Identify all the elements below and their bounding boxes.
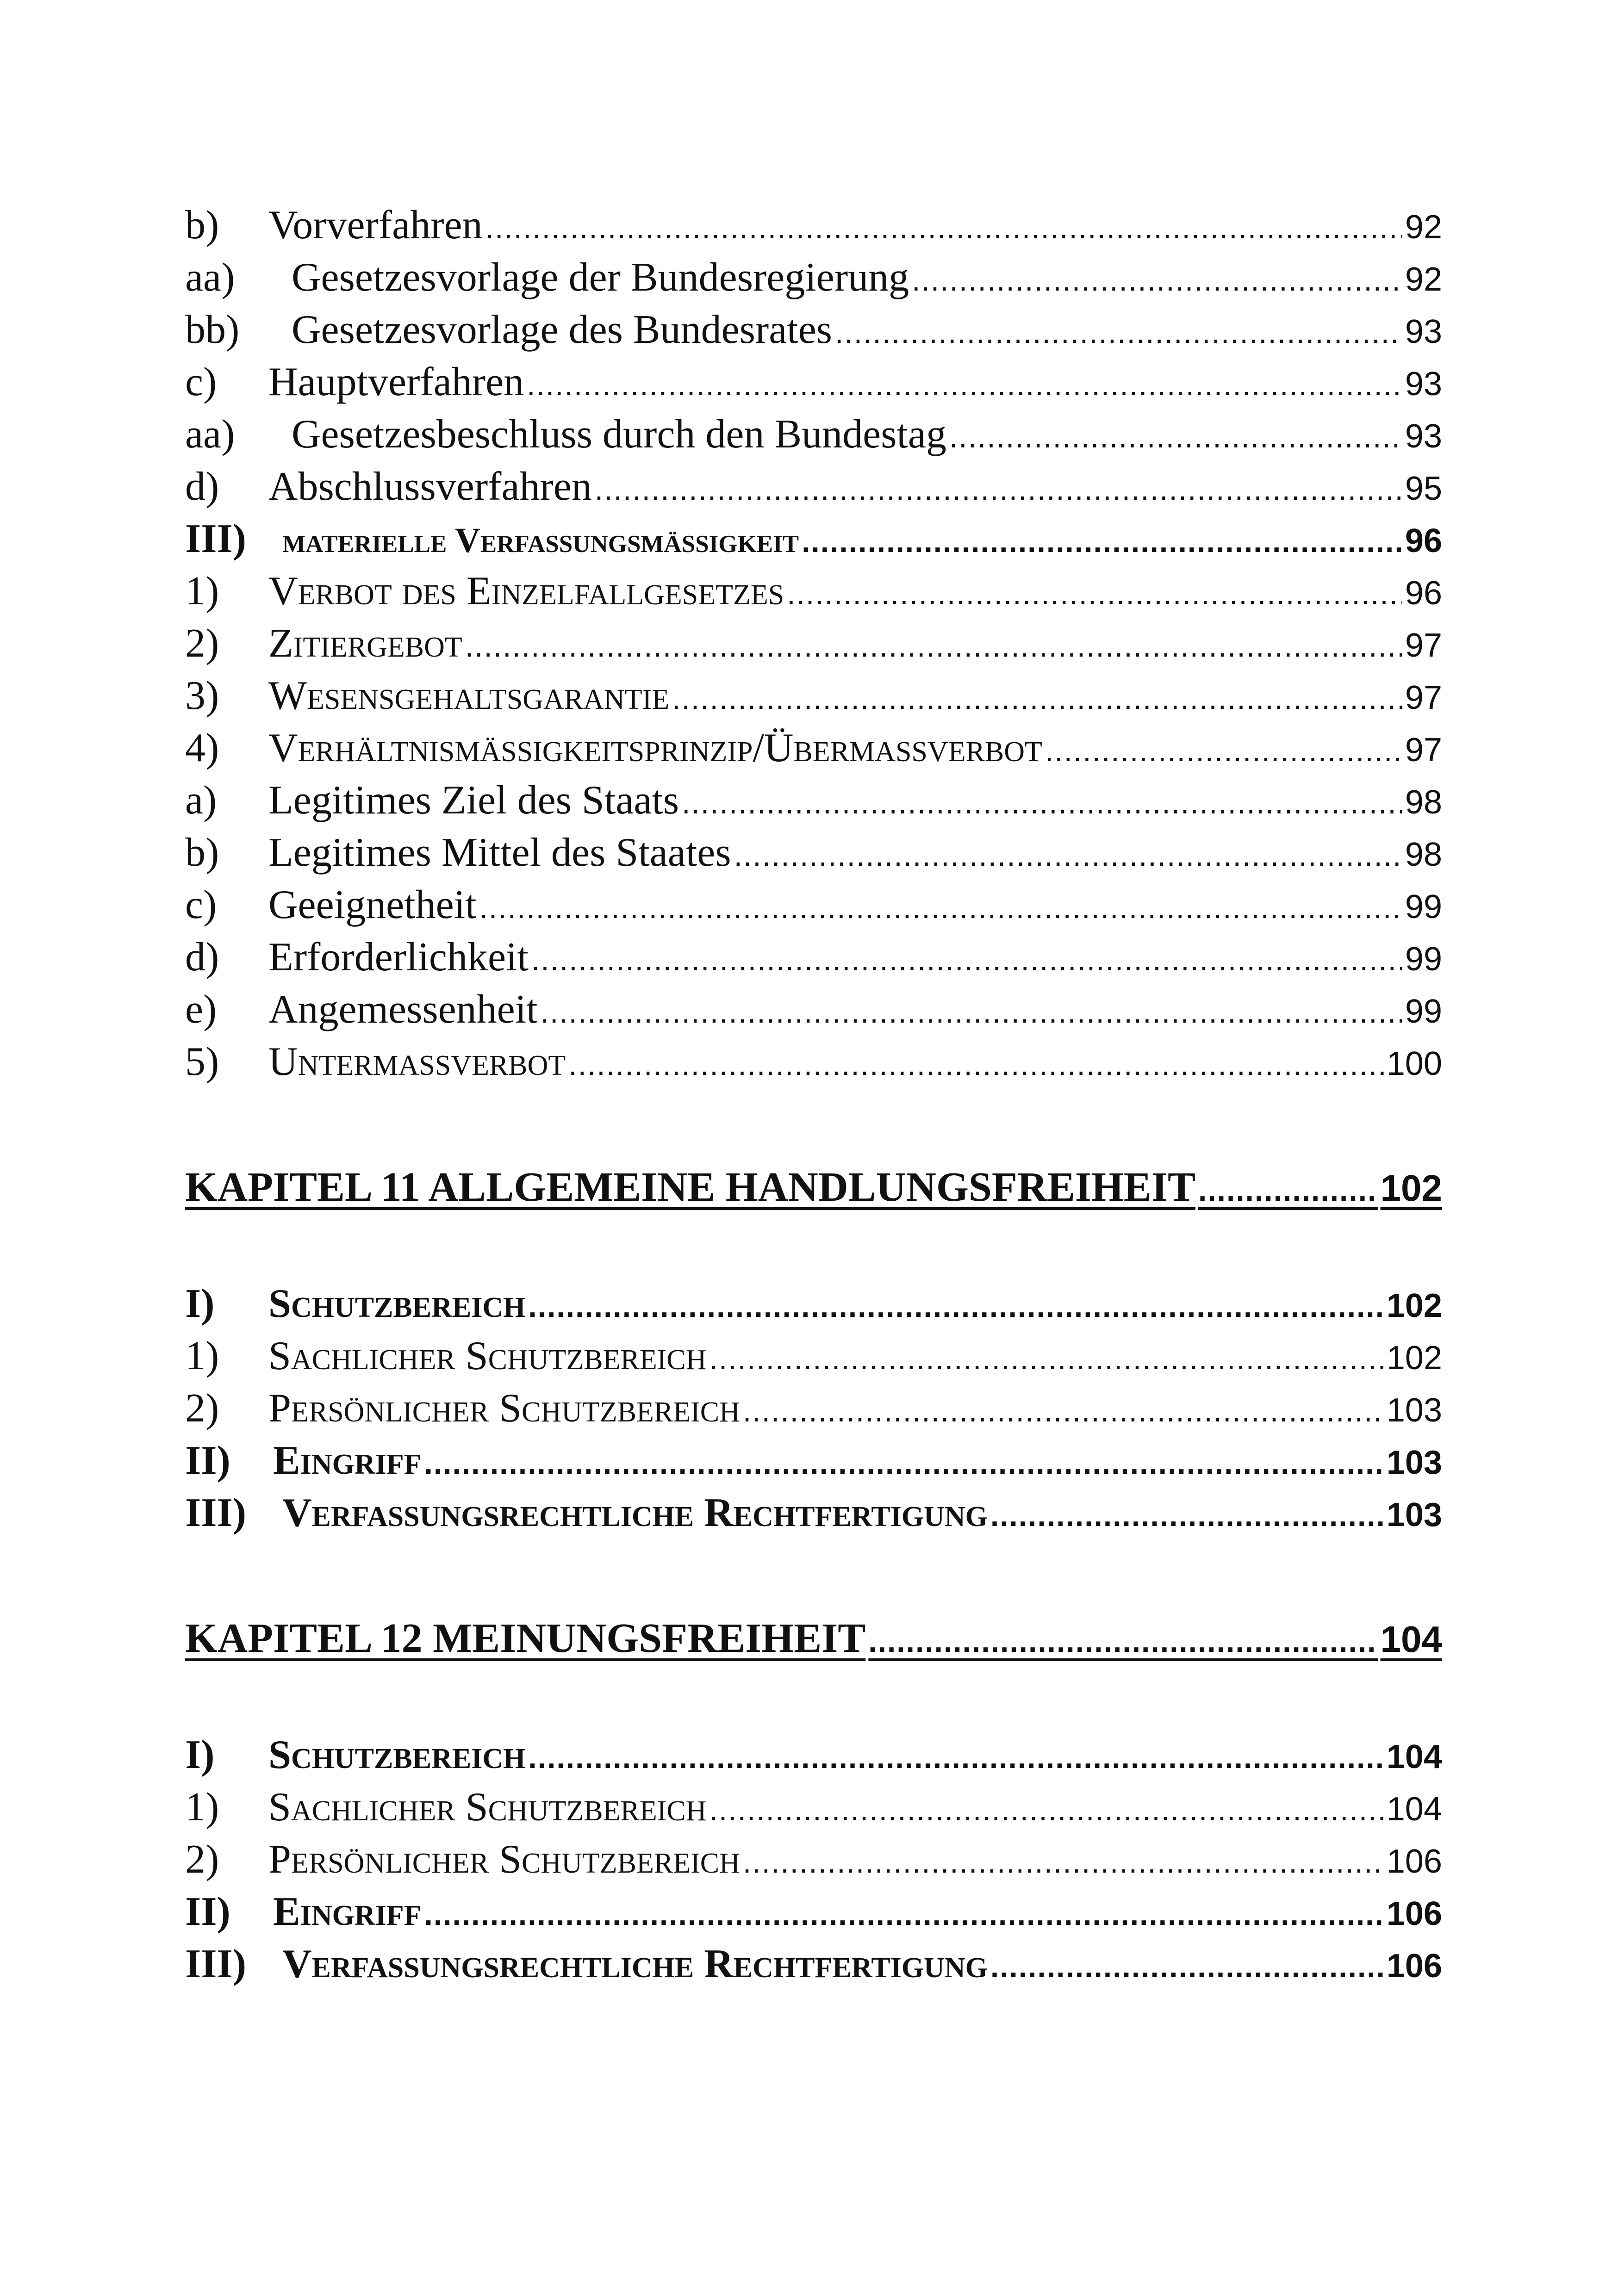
toc-entry[interactable] (185, 356, 1442, 408)
toc-title: Gesetzesvorlage der Bundesregierung (292, 255, 909, 300)
chapter-title: KAPITEL 11 ALLGEMEINE HANDLUNGSFREIHEIT (185, 1164, 1195, 1210)
toc-entry[interactable] (185, 1036, 1442, 1088)
toc-page-number: 97 (1405, 627, 1442, 664)
toc-number: bb) (185, 307, 240, 352)
toc-page-number: 93 (1405, 366, 1442, 403)
toc-page-number: 93 (1405, 418, 1442, 455)
dot-leader (990, 1941, 1384, 1993)
chapter-title: KAPITEL 12 MEINUNGSFREIHEIT (185, 1615, 866, 1661)
toc-entry[interactable] (185, 1382, 1442, 1434)
dot-leader (424, 1888, 1383, 1941)
toc-entry-section[interactable] (185, 1487, 1442, 1539)
toc-number: III) (185, 516, 247, 561)
toc-number: d) (185, 935, 219, 980)
toc-title: Schutzbereich (268, 1732, 526, 1777)
dot-leader (709, 1333, 1384, 1385)
toc-page-number: 104 (1386, 1738, 1442, 1775)
dot-leader (527, 359, 1402, 411)
toc-page-number: 106 (1386, 1895, 1442, 1932)
toc-title: Legitimes Ziel des Staats (268, 778, 679, 823)
dot-leader (912, 254, 1402, 306)
toc-page-number: 97 (1405, 732, 1442, 769)
toc-entry[interactable] (185, 565, 1442, 617)
toc-page-number: 104 (1386, 1791, 1442, 1828)
dot-leader (682, 777, 1402, 829)
toc-entry[interactable] (185, 408, 1442, 460)
toc-number: 1) (185, 569, 219, 614)
dot-leader (424, 1437, 1383, 1489)
dot-leader (990, 1489, 1384, 1542)
toc-title: Sachlicher Schutzbereich (268, 1785, 707, 1830)
toc-entry[interactable] (185, 460, 1442, 513)
dot-leader (743, 1385, 1384, 1437)
toc-page-number: 96 (1405, 522, 1442, 559)
toc-title: Zitiergebot (268, 621, 462, 666)
toc-entry[interactable] (185, 1781, 1442, 1833)
dot-leader (868, 1611, 1377, 1671)
chapter-heading-11[interactable] (185, 1157, 1442, 1217)
dot-leader (595, 463, 1402, 515)
toc-page-number: 99 (1405, 993, 1442, 1030)
toc-entry[interactable] (185, 879, 1442, 931)
dot-leader (531, 934, 1402, 986)
toc-page-number: 97 (1405, 679, 1442, 716)
toc-page-number: 92 (1405, 209, 1442, 246)
chapter-page-number: 104 (1380, 1619, 1442, 1660)
toc-number: aa) (185, 255, 235, 300)
toc-page-number: 99 (1405, 888, 1442, 925)
toc-number: I) (185, 1732, 215, 1777)
dot-leader (528, 1280, 1383, 1333)
toc-entry[interactable] (185, 199, 1442, 251)
dot-leader (568, 1038, 1384, 1091)
toc-number: d) (185, 464, 219, 509)
toc-page-number: 95 (1405, 470, 1442, 507)
toc-title: Verbot des Einzelfallgesetzes (268, 569, 784, 614)
toc-page-number: 98 (1405, 784, 1442, 821)
toc-title: Persönlicher Schutzbereich (268, 1837, 740, 1882)
toc-entry[interactable] (185, 983, 1442, 1036)
toc-title: Verhältnismäßigkeitsprinzip/Übermaßverbot (268, 726, 1042, 770)
toc-title: Abschlussverfahren (268, 464, 592, 509)
dot-leader (709, 1784, 1384, 1836)
dot-leader (1045, 725, 1402, 777)
dot-leader (485, 202, 1402, 254)
toc-page-number: 92 (1405, 261, 1442, 298)
toc-entry[interactable] (185, 722, 1442, 774)
toc-title: Verfassungsrechtliche Rechtfertigung (282, 1942, 988, 1986)
toc-number: 1) (185, 1334, 219, 1378)
toc-entry-section[interactable] (185, 513, 1442, 565)
toc-number: 1) (185, 1785, 219, 1830)
toc-entry[interactable] (185, 826, 1442, 879)
toc-entry[interactable] (185, 670, 1442, 722)
toc-number: III) (185, 1490, 247, 1535)
dot-leader (743, 1836, 1384, 1888)
toc-entry-section[interactable] (185, 1278, 1442, 1330)
toc-number: 2) (185, 621, 219, 666)
toc-title: Untermaßverbot (268, 1039, 566, 1084)
toc-title: Hauptverfahren (268, 360, 524, 404)
toc-title: Geeignetheit (268, 882, 477, 927)
table-of-contents (185, 199, 1442, 1990)
toc-page-number: 106 (1386, 1843, 1442, 1880)
toc-title: Persönlicher Schutzbereich (268, 1386, 740, 1431)
toc-entry-section[interactable] (185, 1886, 1442, 1938)
toc-entry[interactable] (185, 1833, 1442, 1886)
toc-entry-section[interactable] (185, 1434, 1442, 1487)
toc-entry-section[interactable] (185, 1938, 1442, 1990)
dot-leader (541, 986, 1402, 1038)
toc-page-number: 93 (1405, 313, 1442, 350)
toc-entry[interactable] (185, 774, 1442, 826)
toc-page-number: 103 (1386, 1444, 1442, 1481)
chapter-page-number: 102 (1380, 1167, 1442, 1209)
toc-title: Eingriff (273, 1438, 422, 1483)
toc-entry-section[interactable] (185, 1729, 1442, 1781)
toc-title: Verfassungsrechtliche Rechtfertigung (282, 1490, 988, 1535)
toc-page-number: 106 (1386, 1948, 1442, 1985)
toc-number: 3) (185, 673, 219, 718)
dot-leader (802, 515, 1402, 568)
toc-title: Legitimes Mittel des Staates (268, 830, 731, 875)
toc-page-number: 99 (1405, 941, 1442, 978)
toc-number: 4) (185, 726, 219, 770)
dot-leader (734, 829, 1402, 881)
toc-number: I) (185, 1281, 215, 1326)
dot-leader (835, 306, 1402, 359)
toc-title: Schutzbereich (268, 1281, 526, 1326)
toc-title: Sachlicher Schutzbereich (268, 1334, 707, 1378)
dot-leader (528, 1731, 1383, 1784)
toc-number: c) (185, 360, 217, 404)
toc-title: Vorverfahren (268, 203, 483, 248)
toc-number: aa) (185, 412, 235, 457)
toc-number: b) (185, 203, 219, 248)
toc-number: b) (185, 830, 219, 875)
toc-number: 5) (185, 1039, 219, 1084)
toc-page-number: 103 (1386, 1496, 1442, 1533)
toc-number: c) (185, 882, 217, 927)
toc-page-number: 96 (1405, 575, 1442, 612)
toc-page-number: 100 (1386, 1045, 1442, 1082)
dot-leader (672, 672, 1402, 725)
toc-number: a) (185, 778, 217, 823)
dot-leader (949, 411, 1402, 463)
toc-title: Wesensgehaltsgarantie (268, 673, 670, 718)
toc-page-number: 103 (1386, 1392, 1442, 1429)
toc-entry[interactable] (185, 251, 1442, 304)
chapter-heading-12[interactable] (185, 1608, 1442, 1669)
toc-title: Gesetzesvorlage des Bundesrates (292, 307, 833, 352)
toc-number: II) (185, 1438, 230, 1483)
toc-page-number: 98 (1405, 836, 1442, 873)
toc-title: materielle Verfassungsmäßigkeit (282, 521, 799, 560)
toc-entry[interactable] (185, 304, 1442, 356)
toc-number: III) (185, 1942, 247, 1986)
toc-number: 2) (185, 1386, 219, 1431)
toc-title: Gesetzesbeschluss durch den Bundestag (292, 412, 946, 457)
dot-leader (479, 881, 1402, 934)
dot-leader (465, 620, 1402, 672)
toc-entry[interactable] (185, 1330, 1442, 1382)
dot-leader (787, 568, 1402, 620)
dot-leader (1198, 1160, 1378, 1220)
toc-number: e) (185, 987, 217, 1032)
toc-entry[interactable] (185, 617, 1442, 670)
toc-entry[interactable] (185, 931, 1442, 983)
toc-page-number: 102 (1386, 1340, 1442, 1377)
toc-number: 2) (185, 1837, 219, 1882)
toc-number: II) (185, 1889, 230, 1934)
toc-title: Erforderlichkeit (268, 935, 529, 980)
toc-title: Eingriff (273, 1889, 422, 1934)
toc-page-number: 102 (1386, 1287, 1442, 1324)
toc-title: Angemessenheit (268, 987, 538, 1032)
